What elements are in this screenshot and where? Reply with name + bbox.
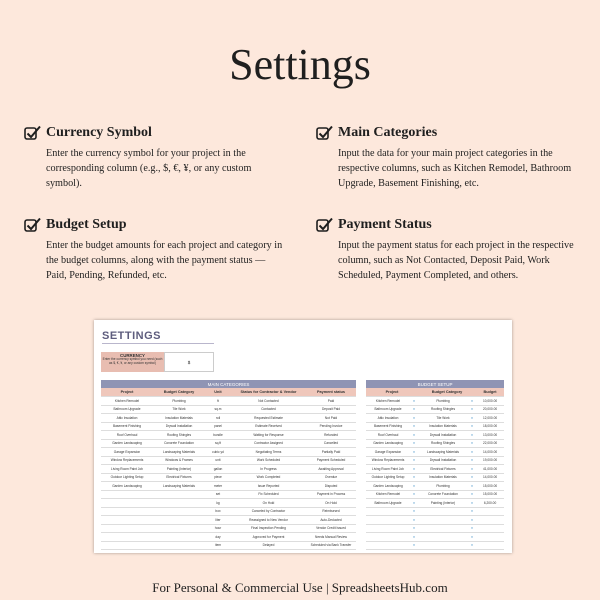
table-cell[interactable]: Attic Insulation [101,414,153,423]
table-row [366,405,504,414]
budget-category-cell[interactable]: Roofing Shingles [418,439,468,448]
table-cell[interactable]: Delayed [231,541,306,550]
budget-category-cell[interactable] [418,507,468,516]
dropdown-arrow-icon[interactable]: ▾ [468,473,476,482]
table-cell[interactable]: Plumbing [153,397,205,406]
table-cell[interactable]: Work Completed [231,473,306,482]
table-cell[interactable] [101,524,153,533]
dropdown-arrow-icon[interactable]: ▾ [468,422,476,431]
project-cell[interactable]: Garden Landscaping [366,482,410,491]
table-row [366,524,504,533]
main-categories-table [101,380,356,550]
budget-category-cell[interactable] [418,541,468,550]
table-cell[interactable]: Payment Scheduled [306,456,356,465]
table-cell[interactable] [153,507,205,516]
dropdown-arrow-icon[interactable]: ▾ [468,482,476,491]
table-cell[interactable]: bundle [205,431,231,440]
currency-label-box [101,352,164,372]
table-cell[interactable]: day [205,533,231,542]
table-cell[interactable]: Issue Reported [231,482,306,491]
dropdown-arrow-icon[interactable]: ▾ [410,490,418,499]
table-cell[interactable]: Living Room Paint Job [101,465,153,474]
budget-amount-cell[interactable]: 20,000.00 [476,405,504,414]
dropdown-arrow-icon[interactable]: ▾ [410,405,418,414]
table-cell[interactable] [153,499,205,508]
project-cell[interactable]: Roof Overhaul [366,431,410,440]
budget-amount-cell[interactable]: 15,000.00 [476,490,504,499]
table-cell[interactable]: Reassigned to New Vendor [231,516,306,525]
project-cell[interactable]: Garden Landscaping [366,439,410,448]
table-row [101,422,356,431]
table-cell[interactable]: meter [205,482,231,491]
table-cell[interactable]: Garden Landscaping [101,482,153,491]
table-cell[interactable]: Tile Work [153,405,205,414]
checkbox-check-icon [24,125,42,141]
table-row [366,541,504,550]
budget-amount-cell[interactable] [476,507,504,516]
table-row [101,499,356,508]
table-row [101,516,356,525]
table-cell[interactable]: Needs Manual Review [306,533,356,542]
table-cell[interactable]: gallon [205,465,231,474]
table-cell[interactable]: Vendor Credit Issued [306,524,356,533]
dropdown-arrow-icon[interactable]: ▾ [410,507,418,516]
dropdown-arrow-icon[interactable]: ▾ [468,405,476,414]
checkbox-check-icon [316,217,334,233]
table-row [366,422,504,431]
table-row [366,439,504,448]
dropdown-arrow-icon[interactable]: ▾ [410,482,418,491]
column-header: Budget [476,388,504,397]
table-cell[interactable]: Not Paid [306,414,356,423]
project-cell[interactable] [366,516,410,525]
budget-category-cell[interactable]: Landscaping Materials [418,448,468,457]
currency-symbol-cell[interactable]: $ [164,352,214,372]
table-row [101,431,356,440]
table-cell[interactable]: Overdue [306,473,356,482]
dropdown-arrow-icon[interactable]: ▾ [410,516,418,525]
table-cell[interactable]: Garden Landscaping [101,439,153,448]
checkbox-check-icon [24,217,42,233]
dropdown-arrow-icon[interactable]: ▾ [410,414,418,423]
table-cell[interactable] [101,499,153,508]
table-cell[interactable]: Painting (Interior) [153,465,205,474]
dropdown-arrow-icon[interactable]: ▾ [410,397,418,406]
table-cell[interactable]: Requested Estimate [231,414,306,423]
table-cell[interactable]: Windows & Frames [153,456,205,465]
table-cell[interactable]: Reimbursed [306,507,356,516]
table-cell[interactable]: set [205,490,231,499]
table-cell[interactable]: On Hold [231,499,306,508]
table-row [366,507,504,516]
table-cell[interactable]: Not Contacted [231,397,306,406]
budget-amount-cell[interactable] [476,524,504,533]
dropdown-arrow-icon[interactable]: ▾ [468,507,476,516]
table-cell[interactable] [101,541,153,550]
table-row [366,473,504,482]
budget-amount-cell[interactable]: 14,000.00 [476,473,504,482]
table-row [101,524,356,533]
project-cell[interactable]: Bathroom Upgrade [366,499,410,508]
table-cell[interactable]: Roofing Shingles [153,431,205,440]
table-row [101,414,356,423]
feature-heading: Main Categories [338,125,438,140]
project-cell[interactable]: Bathroom Upgrade [366,405,410,414]
dropdown-arrow-icon[interactable]: ▾ [468,414,476,423]
table-row [366,533,504,542]
dropdown-arrow-icon[interactable]: ▾ [410,533,418,542]
table-row [366,414,504,423]
dropdown-arrow-icon[interactable]: ▾ [468,397,476,406]
budget-category-cell[interactable]: Painting (Interior) [418,499,468,508]
project-cell[interactable]: Window Replacements [366,456,410,465]
budget-amount-cell[interactable]: 13,000.00 [476,431,504,440]
table-cell[interactable]: Payment in Process [306,490,356,499]
main-categories-header: MAIN CATEGORIES [101,380,356,388]
project-cell[interactable]: Garage Expansion [366,448,410,457]
budget-category-cell[interactable]: Plumbing [418,397,468,406]
table-cell[interactable]: Insulation Materials [153,414,205,423]
budget-category-cell[interactable]: Concrete Foundation [418,490,468,499]
table-cell[interactable]: Waiting for Response [231,431,306,440]
table-row [366,516,504,525]
dropdown-arrow-icon[interactable]: ▾ [410,422,418,431]
column-header: Payment status [306,388,356,397]
table-row [101,533,356,542]
budget-amount-cell[interactable] [476,516,504,525]
table-cell[interactable]: Fix Scheduled [231,490,306,499]
budget-category-cell[interactable] [418,516,468,525]
dropdown-arrow-icon[interactable]: ▾ [410,473,418,482]
table-cell[interactable]: Estimate Received [231,422,306,431]
table-cell[interactable]: Deposit Paid [306,405,356,414]
table-cell[interactable]: sq.ft [205,439,231,448]
budget-category-cell[interactable]: Tile Work [418,414,468,423]
table-cell[interactable]: Outdoor Lighting Setup [101,473,153,482]
table-cell[interactable]: Concrete Foundation [153,439,205,448]
table-row [366,499,504,508]
table-cell[interactable]: Contacted [231,405,306,414]
dropdown-arrow-icon[interactable]: ▾ [468,516,476,525]
project-cell[interactable]: Kitchen Remodel [366,490,410,499]
budget-category-cell[interactable] [418,533,468,542]
table-row [101,439,356,448]
table-cell[interactable]: cubic yd [205,448,231,457]
project-cell[interactable]: Living Room Paint Job [366,465,410,474]
feature-description: Enter the budget amounts for each project and category in the budget columns, along with the payment status — Paid, Pending, Refunded, etc. [46,240,283,281]
table-cell[interactable] [153,541,205,550]
budget-amount-cell[interactable]: 22,000.00 [476,439,504,448]
feature-currency-symbol [24,124,284,191]
currency-hint: Enter the currency symbol you need (such as $, €, ¥, or any custom symbol) [102,357,163,365]
table-cell[interactable]: Electrical Fixtures [153,473,205,482]
budget-category-cell[interactable] [418,524,468,533]
budget-amount-cell[interactable]: 6,200.00 [476,499,504,508]
feature-heading: Payment Status [338,217,432,232]
table-row [101,541,356,550]
table-row [366,448,504,457]
feature-main-categories [316,124,576,191]
budget-amount-cell[interactable] [476,533,504,542]
table-cell[interactable]: kg [205,499,231,508]
table-cell[interactable]: roll [205,414,231,423]
title-divider [102,343,214,344]
checkbox-check-icon [316,125,334,141]
table-cell[interactable] [153,490,205,499]
project-cell[interactable]: Kitchen Remodel [366,397,410,406]
table-cell[interactable]: ft [205,397,231,406]
spreadsheet-preview [94,320,512,553]
table-row [366,456,504,465]
table-row [101,397,356,406]
column-header: Unit [205,388,231,397]
table-cell[interactable]: Cancelled [306,439,356,448]
column-header: Status for Contractor & Vendor [231,388,306,397]
project-cell[interactable]: Attic Insulation [366,414,410,423]
table-cell[interactable] [101,490,153,499]
page-title: Settings [229,40,371,89]
dropdown-arrow-icon[interactable]: ▾ [468,524,476,533]
dropdown-arrow-icon[interactable]: ▾ [468,448,476,457]
dropdown-arrow-icon[interactable]: ▾ [410,465,418,474]
table-row [366,397,504,406]
budget-category-cell[interactable]: Electrical Fixtures [418,465,468,474]
table-row [101,405,356,414]
column-header: Budget Category [418,388,476,397]
dropdown-arrow-icon[interactable]: ▾ [468,465,476,474]
project-cell[interactable] [366,541,410,550]
budget-amount-cell[interactable]: 15,000.00 [476,482,504,491]
table-cell[interactable]: Canceled by Contractor [231,507,306,516]
table-cell[interactable] [153,516,205,525]
table-cell[interactable]: Disputed [306,482,356,491]
footer-text: For Personal & Commercial Use | SpreadsheetsHub.com [152,580,448,595]
table-cell[interactable]: Refunded [306,431,356,440]
dropdown-arrow-icon[interactable]: ▾ [468,490,476,499]
table-cell[interactable]: Basement Finishing [101,422,153,431]
table-cell[interactable]: item [205,541,231,550]
table-cell[interactable] [101,507,153,516]
table-cell[interactable] [153,533,205,542]
project-cell[interactable] [366,507,410,516]
feature-description: Input the payment status for each project in the respective column, such as Not Contacted, Deposit Paid, Work Scheduled, Payment Completed, and others. [338,240,574,281]
table-cell[interactable] [101,516,153,525]
table-cell[interactable] [101,533,153,542]
budget-category-cell[interactable]: Insulation Materials [418,422,468,431]
table-cell[interactable]: Partially Paid [306,448,356,457]
table-row [101,473,356,482]
table-cell[interactable]: Auto-Deducted [306,516,356,525]
table-cell[interactable]: liter [205,516,231,525]
table-cell[interactable]: sq.m [205,405,231,414]
budget-amount-cell[interactable]: 18,000.00 [476,422,504,431]
table-cell[interactable]: Contractor Assigned [231,439,306,448]
table-row [366,482,504,491]
table-row [366,431,504,440]
dropdown-arrow-icon[interactable]: ▾ [468,499,476,508]
column-header: Project [101,388,153,397]
dropdown-arrow-icon[interactable]: ▾ [410,431,418,440]
table-cell[interactable]: Window Replacements [101,456,153,465]
table-row [101,465,356,474]
budget-amount-cell[interactable]: 41,000.00 [476,465,504,474]
table-cell[interactable] [153,524,205,533]
table-cell[interactable]: Kitchen Remodel [101,397,153,406]
budget-category-cell[interactable]: Plumbing [418,482,468,491]
project-cell[interactable]: Basement Finishing [366,422,410,431]
table-cell[interactable]: Final Inspection Pending [231,524,306,533]
feature-description: Input the data for your main project categories in the respective columns, such as Kitchen Remodel, Bathroom Upgrade, Basement Finishing, etc. [338,148,572,189]
budget-amount-cell[interactable] [476,541,504,550]
dropdown-arrow-icon[interactable]: ▾ [410,524,418,533]
table-cell[interactable]: Paid [306,397,356,406]
table-cell[interactable]: panel [205,422,231,431]
dropdown-arrow-icon[interactable]: ▾ [410,456,418,465]
feature-budget-setup [24,216,284,283]
budget-category-cell[interactable]: Drywall Installation [418,456,468,465]
table-cell[interactable]: Roof Overhaul [101,431,153,440]
budget-amount-cell[interactable]: 12,000.00 [476,414,504,423]
feature-heading: Budget Setup [46,217,127,232]
dropdown-arrow-icon[interactable]: ▾ [468,541,476,550]
feature-heading: Currency Symbol [46,125,152,140]
table-row [101,448,356,457]
table-cell[interactable]: On Hold [306,499,356,508]
budget-setup-table [366,380,504,550]
dropdown-arrow-icon[interactable]: ▾ [410,499,418,508]
dropdown-arrow-icon[interactable]: ▾ [410,439,418,448]
dropdown-arrow-icon[interactable]: ▾ [468,456,476,465]
budget-category-cell[interactable]: Drywall Installation [418,431,468,440]
table-cell[interactable]: Pending Invoice [306,422,356,431]
table-row [101,490,356,499]
table-cell[interactable]: In Progress [231,465,306,474]
dropdown-arrow-icon[interactable]: ▾ [468,533,476,542]
dropdown-arrow-icon[interactable]: ▾ [410,448,418,457]
table-cell[interactable]: box [205,507,231,516]
table-cell[interactable]: Landscaping Materials [153,482,205,491]
budget-amount-cell[interactable]: 10,000.00 [476,397,504,406]
dropdown-arrow-icon[interactable]: ▾ [468,439,476,448]
feature-description: Enter the currency symbol for your project in the corresponding column (e.g., $, €, ¥, or any custom symbol). [46,148,252,189]
table-cell[interactable]: piece [205,473,231,482]
table-row [366,465,504,474]
table-cell[interactable]: unit [205,456,231,465]
budget-category-cell[interactable]: Insulation Materials [418,473,468,482]
budget-amount-cell[interactable]: 14,000.00 [476,448,504,457]
table-row [101,507,356,516]
project-cell[interactable] [366,524,410,533]
table-row [366,490,504,499]
budget-amount-cell[interactable]: 19,000.00 [476,456,504,465]
project-cell[interactable] [366,533,410,542]
table-cell[interactable]: Bathroom Upgrade [101,405,153,414]
column-header: Budget Category [153,388,205,397]
table-cell[interactable]: hour [205,524,231,533]
table-cell[interactable]: Scheduled via Bank Transfer [306,541,356,550]
budget-category-cell[interactable]: Roofing Shingles [418,405,468,414]
dropdown-arrow-icon[interactable]: ▾ [410,541,418,550]
currency-label: CURRENCY [120,353,145,358]
table-cell[interactable]: Drywall Installation [153,422,205,431]
feature-payment-status [316,216,576,283]
project-cell[interactable]: Outdoor Lighting Setup [366,473,410,482]
table-cell[interactable]: Approved for Payment [231,533,306,542]
dropdown-arrow-icon[interactable]: ▾ [468,431,476,440]
table-cell[interactable]: Landscaping Materials [153,448,205,457]
budget-setup-header: BUDGET SETUP [366,380,504,388]
table-cell[interactable]: Awaiting Approval [306,465,356,474]
table-cell[interactable]: Negotiating Terms [231,448,306,457]
table-row [101,456,356,465]
table-cell[interactable]: Work Scheduled [231,456,306,465]
table-row [101,482,356,491]
sheet-title: SETTINGS [102,330,162,342]
column-header: Project [366,388,418,397]
table-cell[interactable]: Garage Expansion [101,448,153,457]
